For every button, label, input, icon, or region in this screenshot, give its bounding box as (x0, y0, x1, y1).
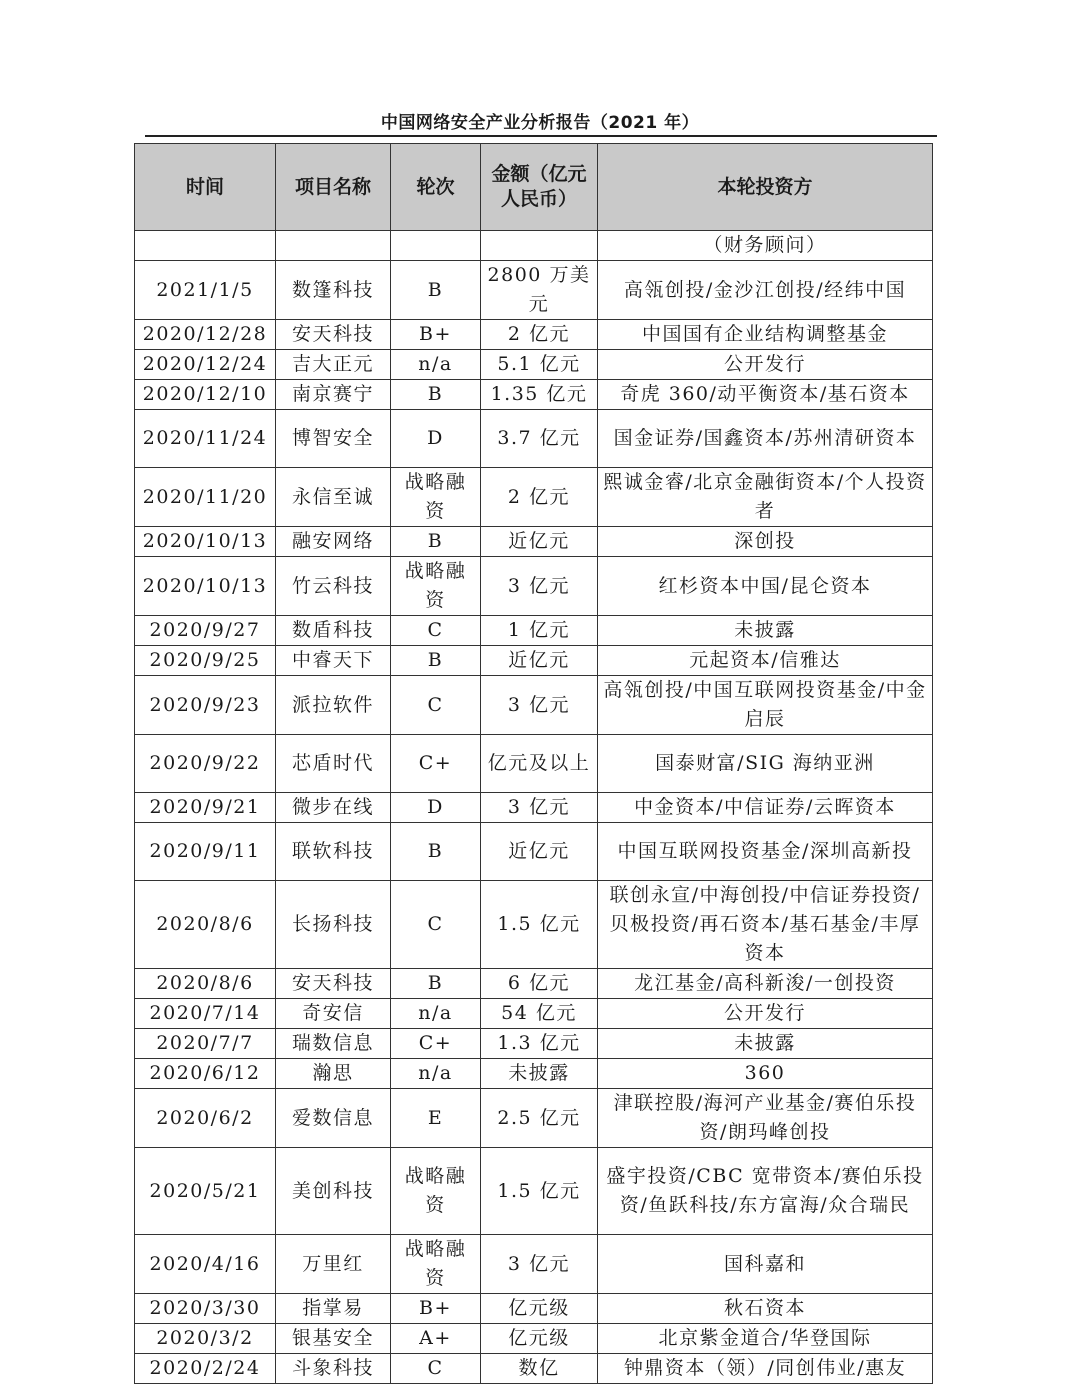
cell-project-name: 银基安全 (276, 1324, 391, 1354)
cell-investors: 熙诚金睿/北京金融街资本/个人投资者 (598, 468, 933, 527)
cell-amount: 1.5 亿元 (481, 881, 598, 969)
cell-round: E (391, 1089, 481, 1148)
column-header-project: 项目名称 (276, 144, 391, 231)
cell-investors: 盛宇投资/CBC 宽带资本/赛伯乐投资/鱼跃科技/东方富海/众合瑞民 (598, 1148, 933, 1235)
cell-project-name: 瑞数信息 (276, 1029, 391, 1059)
cell-round: D (391, 410, 481, 468)
cell-date: 2020/9/11 (135, 823, 276, 881)
cell-project-name: 博智安全 (276, 410, 391, 468)
cell-project-name: 中睿天下 (276, 646, 391, 676)
cell-date (135, 231, 276, 261)
cell-round: n/a (391, 350, 481, 380)
cell-investors: （财务顾问） (598, 231, 933, 261)
cell-project-name: 安天科技 (276, 320, 391, 350)
cell-project-name: 瀚思 (276, 1059, 391, 1089)
cell-round: n/a (391, 1059, 481, 1089)
cell-project-name: 芯盾时代 (276, 735, 391, 793)
cell-amount: 3 亿元 (481, 557, 598, 616)
cell-round: B (391, 380, 481, 410)
cell-investors: 中国国有企业结构调整基金 (598, 320, 933, 350)
column-header-amount: 金额（亿元人民币） (481, 144, 598, 231)
cell-investors: 钟鼎资本（领）/同创伟业/惠友 (598, 1354, 933, 1384)
cell-date: 2020/7/7 (135, 1029, 276, 1059)
cell-project-name: 指掌易 (276, 1294, 391, 1324)
cell-amount: 亿元级 (481, 1294, 598, 1324)
cell-investors: 公开发行 (598, 999, 933, 1029)
column-header-investors: 本轮投资方 (598, 144, 933, 231)
cell-amount: 3 亿元 (481, 793, 598, 823)
cell-round: B (391, 527, 481, 557)
cell-date: 2021/1/5 (135, 261, 276, 320)
cell-amount: 2 亿元 (481, 468, 598, 527)
cell-amount: 1.3 亿元 (481, 1029, 598, 1059)
table-row (135, 823, 933, 881)
cell-investors: 未披露 (598, 616, 933, 646)
cell-project-name: 长扬科技 (276, 881, 391, 969)
cell-round: C+ (391, 1029, 481, 1059)
cell-investors: 国泰财富/SIG 海纳亚洲 (598, 735, 933, 793)
cell-investors: 高瓴创投/中国互联网投资基金/中金启辰 (598, 676, 933, 735)
cell-date: 2020/2/24 (135, 1354, 276, 1384)
table-row (135, 676, 933, 735)
table-row (135, 1235, 933, 1294)
cell-project-name: 万里红 (276, 1235, 391, 1294)
investment-table (134, 143, 933, 1384)
table-row (135, 1029, 933, 1059)
cell-round: B+ (391, 320, 481, 350)
cell-amount: 2.5 亿元 (481, 1089, 598, 1148)
cell-round: C (391, 616, 481, 646)
cell-round: B (391, 969, 481, 999)
cell-amount: 5.1 亿元 (481, 350, 598, 380)
cell-investors: 奇虎 360/动平衡资本/基石资本 (598, 380, 933, 410)
cell-date: 2020/12/24 (135, 350, 276, 380)
cell-round: B (391, 646, 481, 676)
cell-project-name: 爱数信息 (276, 1089, 391, 1148)
cell-round: D (391, 793, 481, 823)
cell-date: 2020/9/23 (135, 676, 276, 735)
cell-investors: 国科嘉和 (598, 1235, 933, 1294)
table-row (135, 527, 933, 557)
table-row (135, 380, 933, 410)
cell-date: 2020/10/13 (135, 527, 276, 557)
cell-date: 2020/5/21 (135, 1148, 276, 1235)
table-row (135, 320, 933, 350)
table-row (135, 1294, 933, 1324)
cell-amount: 2800 万美元 (481, 261, 598, 320)
cell-date: 2020/9/22 (135, 735, 276, 793)
cell-project-name: 联软科技 (276, 823, 391, 881)
cell-amount: 3 亿元 (481, 1235, 598, 1294)
cell-project-name: 融安网络 (276, 527, 391, 557)
cell-project-name: 竹云科技 (276, 557, 391, 616)
column-header-round: 轮次 (391, 144, 481, 231)
table-row (135, 793, 933, 823)
cell-date: 2020/7/14 (135, 999, 276, 1029)
cell-investors: 高瓴创投/金沙江创投/经纬中国 (598, 261, 933, 320)
cell-investors: 深创投 (598, 527, 933, 557)
table-header-row (135, 144, 933, 231)
column-header-date: 时间 (135, 144, 276, 231)
cell-project-name: 永信至诚 (276, 468, 391, 527)
cell-date: 2020/9/27 (135, 616, 276, 646)
table-row (135, 881, 933, 969)
cell-amount: 近亿元 (481, 823, 598, 881)
table-row (135, 410, 933, 468)
cell-amount: 未披露 (481, 1059, 598, 1089)
cell-round: C (391, 1354, 481, 1384)
cell-date: 2020/11/20 (135, 468, 276, 527)
cell-investors: 联创永宣/中海创投/中信证券投资/贝极投资/再石资本/基石基金/丰厚资本 (598, 881, 933, 969)
cell-investors: 红杉资本中国/昆仑资本 (598, 557, 933, 616)
cell-amount: 1.5 亿元 (481, 1148, 598, 1235)
cell-amount: 2 亿元 (481, 320, 598, 350)
cell-investors: 公开发行 (598, 350, 933, 380)
cell-round: B (391, 823, 481, 881)
table-row (135, 616, 933, 646)
cell-date: 2020/3/30 (135, 1294, 276, 1324)
cell-amount: 6 亿元 (481, 969, 598, 999)
cell-investors: 中国互联网投资基金/深圳高新投 (598, 823, 933, 881)
cell-round: 战略融资 (391, 1148, 481, 1235)
cell-date: 2020/9/21 (135, 793, 276, 823)
cell-project-name: 派拉软件 (276, 676, 391, 735)
cell-date: 2020/12/28 (135, 320, 276, 350)
cell-investors: 360 (598, 1059, 933, 1089)
cell-amount: 数亿 (481, 1354, 598, 1384)
cell-amount: 近亿元 (481, 646, 598, 676)
cell-investors: 津联控股/海河产业基金/赛伯乐投资/朗玛峰创投 (598, 1089, 933, 1148)
cell-project-name: 斗象科技 (276, 1354, 391, 1384)
cell-project-name (276, 231, 391, 261)
cell-date: 2020/8/6 (135, 969, 276, 999)
cell-project-name: 吉大正元 (276, 350, 391, 380)
cell-round: B (391, 261, 481, 320)
cell-amount: 近亿元 (481, 527, 598, 557)
table-row (135, 261, 933, 320)
cell-amount (481, 231, 598, 261)
cell-round: B+ (391, 1294, 481, 1324)
cell-amount: 54 亿元 (481, 999, 598, 1029)
cell-date: 2020/6/12 (135, 1059, 276, 1089)
table-row (135, 231, 933, 261)
cell-date: 2020/6/2 (135, 1089, 276, 1148)
table-row (135, 969, 933, 999)
cell-date: 2020/8/6 (135, 881, 276, 969)
cell-date: 2020/11/24 (135, 410, 276, 468)
cell-project-name: 奇安信 (276, 999, 391, 1029)
cell-investors: 秋石资本 (598, 1294, 933, 1324)
table-row (135, 1089, 933, 1148)
title-divider (145, 135, 937, 137)
table-row (135, 468, 933, 527)
cell-project-name: 数盾科技 (276, 616, 391, 646)
cell-round: 战略融资 (391, 1235, 481, 1294)
table-row (135, 646, 933, 676)
cell-amount: 1.35 亿元 (481, 380, 598, 410)
cell-date: 2020/4/16 (135, 1235, 276, 1294)
cell-amount: 3.7 亿元 (481, 410, 598, 468)
cell-amount: 亿元及以上 (481, 735, 598, 793)
cell-investors: 龙江基金/高科新浚/一创投资 (598, 969, 933, 999)
cell-round: A+ (391, 1324, 481, 1354)
table-row (135, 1354, 933, 1384)
table-row (135, 350, 933, 380)
cell-project-name: 微步在线 (276, 793, 391, 823)
cell-round: 战略融资 (391, 468, 481, 527)
cell-round: C (391, 676, 481, 735)
cell-investors: 北京紫金道合/华登国际 (598, 1324, 933, 1354)
cell-amount: 1 亿元 (481, 616, 598, 646)
table-row (135, 1059, 933, 1089)
cell-amount: 3 亿元 (481, 676, 598, 735)
cell-amount: 亿元级 (481, 1324, 598, 1354)
cell-date: 2020/3/2 (135, 1324, 276, 1354)
report-title: 中国网络安全产业分析报告（2021 年） (380, 113, 700, 133)
table-row (135, 1324, 933, 1354)
cell-round (391, 231, 481, 261)
cell-round: 战略融资 (391, 557, 481, 616)
table-row (135, 999, 933, 1029)
cell-investors: 国金证券/国鑫资本/苏州清研资本 (598, 410, 933, 468)
table-row (135, 557, 933, 616)
table-row (135, 1148, 933, 1235)
cell-investors: 未披露 (598, 1029, 933, 1059)
table-row (135, 735, 933, 793)
cell-round: n/a (391, 999, 481, 1029)
cell-investors: 中金资本/中信证券/云晖资本 (598, 793, 933, 823)
table-body (135, 231, 933, 1384)
cell-project-name: 美创科技 (276, 1148, 391, 1235)
cell-date: 2020/12/10 (135, 380, 276, 410)
cell-date: 2020/9/25 (135, 646, 276, 676)
cell-project-name: 南京赛宁 (276, 380, 391, 410)
cell-project-name: 数篷科技 (276, 261, 391, 320)
cell-date: 2020/10/13 (135, 557, 276, 616)
cell-investors: 元起资本/信雅达 (598, 646, 933, 676)
cell-project-name: 安天科技 (276, 969, 391, 999)
cell-round: C+ (391, 735, 481, 793)
cell-round: C (391, 881, 481, 969)
